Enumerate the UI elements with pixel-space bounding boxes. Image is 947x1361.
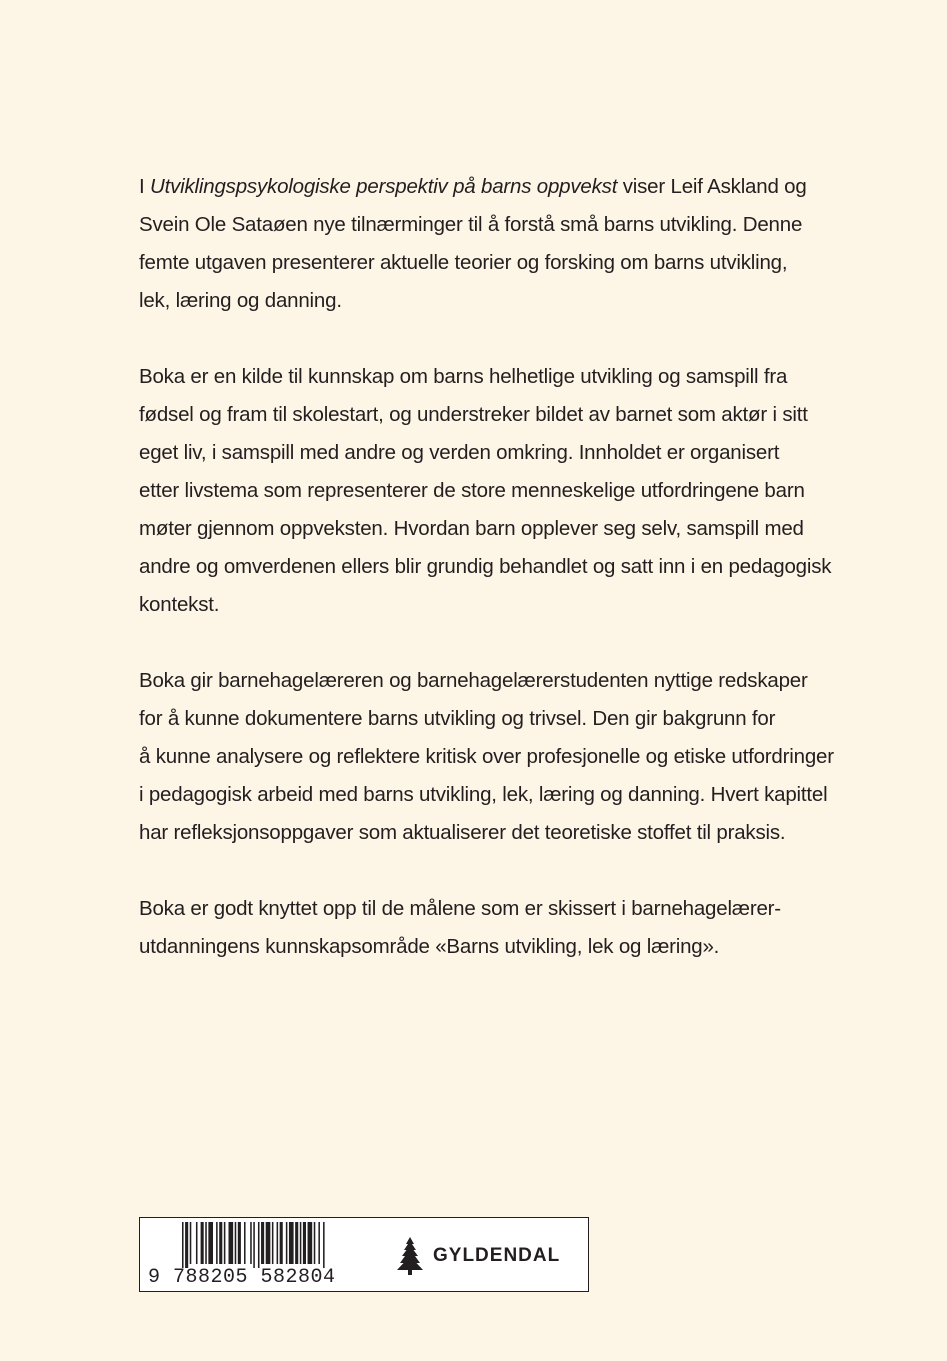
paragraph-2 [139, 358, 859, 624]
barcode-bar [219, 1222, 222, 1264]
paragraph-line: kontekst. [139, 593, 220, 616]
barcode-bar [235, 1222, 237, 1264]
barcode-bar [277, 1222, 279, 1264]
paragraph-line: femte utgaven presenterer aktuelle teorier og forsking om barns utvikling, [139, 251, 788, 274]
barcode-icon [146, 1222, 366, 1268]
paragraph-line: Boka gir barnehagelæreren og barnehagelærerstudenten nyttige redskaper [139, 669, 808, 692]
paragraph-line: eget liv, i samspill med andre og verden omkring. Innholdet er organisert [139, 441, 780, 464]
paragraph-line: å kunne analysere og reflektere kritisk over profesjonelle og etiske utfordringer [139, 745, 834, 768]
paragraph-line: andre og omverdenen ellers blir grundig behandlet og satt inn i en pedagogisk [139, 555, 832, 578]
barcode-bar [208, 1222, 213, 1264]
barcode-bar [229, 1222, 234, 1264]
paragraph-line: utdanningens kunnskapsområde «Barns utvikling, lek og læring». [139, 935, 720, 958]
barcode-bar [182, 1222, 184, 1268]
barcode-bar [300, 1222, 302, 1264]
publisher-logo [395, 1236, 560, 1276]
paragraph-line: i pedagogisk arbeid med barns utvikling, lek, læring og danning. Hvert kapittel [139, 783, 828, 806]
barcode-bar [266, 1222, 271, 1264]
publisher-name: GYLDENDAL [433, 1245, 561, 1266]
paragraph-line: møter gjennom oppveksten. Hvordan barn opplever seg selv, samspill med [139, 517, 804, 540]
barcode-bar [205, 1222, 207, 1264]
barcode-bar [303, 1222, 306, 1264]
isbn-barcode-box [139, 1217, 589, 1292]
barcode-bar [253, 1222, 255, 1268]
barcode-bar [308, 1222, 313, 1264]
barcode-bar [272, 1222, 274, 1264]
barcode-bar [190, 1222, 192, 1264]
barcode-bar [314, 1222, 316, 1264]
barcode-bar [286, 1222, 288, 1264]
paragraph-1 [139, 168, 859, 320]
barcode-bar [224, 1222, 226, 1264]
barcode-bar [280, 1222, 283, 1264]
paragraph-line: Boka er en kilde til kunnskap om barns helhetlige utvikling og samspill fra [139, 365, 788, 388]
paragraph-line [139, 168, 859, 206]
blurb-text [139, 168, 859, 1004]
barcode-bar [289, 1222, 294, 1264]
paragraph-line: for å kunne dokumentere barns utvikling og trivsel. Den gir bakgrunn for [139, 707, 776, 730]
barcode-bar [258, 1222, 260, 1268]
barcode-bar [318, 1222, 320, 1264]
line-prefix: I [139, 175, 150, 198]
paragraph-4 [139, 890, 859, 966]
barcode-bar [323, 1222, 325, 1268]
isbn-digits: 9 788205 582804 [148, 1266, 336, 1289]
paragraph-line: Boka er godt knyttet opp til de målene som er skissert i barnehagelærer- [139, 897, 781, 920]
barcode-bar [244, 1222, 246, 1264]
spruce-tree-icon [395, 1236, 425, 1276]
book-title: Utviklingspsykologiske perspektiv på barns oppvekst [150, 175, 618, 198]
barcode-bar [196, 1222, 198, 1264]
paragraph-line: Svein Ole Sataøen nye tilnærminger til å forstå små barns utvikling. Denne [139, 213, 803, 236]
paragraph-line: fødsel og fram til skolestart, og understreker bildet av barnet som aktør i sitt [139, 403, 808, 426]
barcode-bar [185, 1222, 188, 1268]
paragraph-line: lek, læring og danning. [139, 289, 342, 312]
barcode-bar [216, 1222, 218, 1264]
paragraph-line: har refleksjonsoppgaver som aktualiserer det teoretiske stoffet til praksis. [139, 821, 786, 844]
barcode-bar [250, 1222, 252, 1264]
barcode-bar [261, 1222, 264, 1264]
line-suffix: viser Leif Askland og [617, 175, 807, 198]
paragraph-line: etter livstema som representerer de store menneskelige utfordringene barn [139, 479, 805, 502]
paragraph-3 [139, 662, 859, 852]
barcode-bar [201, 1222, 204, 1264]
barcode-bar [295, 1222, 298, 1264]
barcode-bar [238, 1222, 241, 1264]
